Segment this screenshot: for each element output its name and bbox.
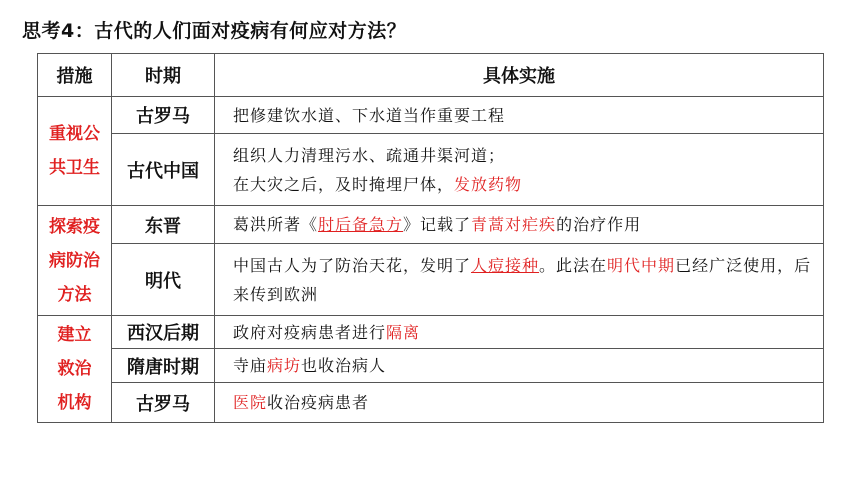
table-row [38,349,824,383]
measure-line: 探索疫 [49,216,100,237]
detail-cell: 寺庙病坊也收治病人 [215,349,824,383]
period-cell: 隋唐时期 [112,349,215,383]
detail-text: 组织人力清理污水、疏通井渠河道； [233,145,506,165]
detail-cell [215,134,824,206]
table-row [38,97,824,134]
header-period: 时期 [112,54,215,97]
measure-cell [38,97,112,206]
highlight-text: 肘后备急方 [318,215,404,234]
detail-cell: 中国古人为了防治天花，发明了人痘接种。此法在明代中期已经广泛使用，后来传到欧洲 [215,244,824,316]
detail-cell [215,97,824,134]
table-row [38,316,824,349]
table-row [38,134,824,206]
table-row [38,383,824,423]
table-row [38,244,824,316]
period-cell: 西汉后期 [112,316,215,349]
measure-cell [38,206,112,316]
detail-cell: 医院收治疫病患者 [215,383,824,423]
measure-cell [38,316,112,423]
highlight-text: 明代中期 [607,255,676,275]
detail-text: 在大灾之后，及时掩埋尸体，发放药物 [233,174,523,194]
header-row [38,54,824,97]
question-title: 思考4：古代的人们面对疫病有何应对方法？ [22,20,407,42]
period-cell: 古罗马 [112,383,215,423]
highlight-text: 病坊 [267,356,302,375]
measure-line: 重视公 [49,124,100,144]
detail-cell: 政府对疫病患者进行隔离 [215,316,824,349]
measure-line: 病防治 [49,250,100,271]
measure-line: 救治 [57,359,92,379]
period-cell: 东晋 [112,206,215,244]
measures-table [37,53,824,423]
detail-cell: 葛洪所著《肘后备急方》记载了青蒿对疟疾的治疗作用 [215,206,824,244]
header-detail: 具体实施 [215,54,824,97]
period-cell: 古罗马 [112,97,215,134]
table-row [38,206,824,244]
highlight-text: 青蒿对疟疾 [471,215,557,234]
detail-text: 把修建饮水道、下水道当作重要工程 [233,105,506,125]
highlight-text: 医院 [233,393,268,412]
measure-line: 建立 [57,325,92,345]
measure-line: 方法 [57,284,92,305]
measure-line: 机构 [57,393,92,413]
header-measure: 措施 [38,54,112,97]
measure-line: 共卫生 [49,158,100,178]
period-cell: 古代中国 [112,134,215,206]
highlight-text: 隔离 [386,322,421,342]
period-cell: 明代 [112,244,215,316]
highlight-text: 发放药物 [454,174,523,194]
highlight-text: 人痘接种 [471,255,540,275]
